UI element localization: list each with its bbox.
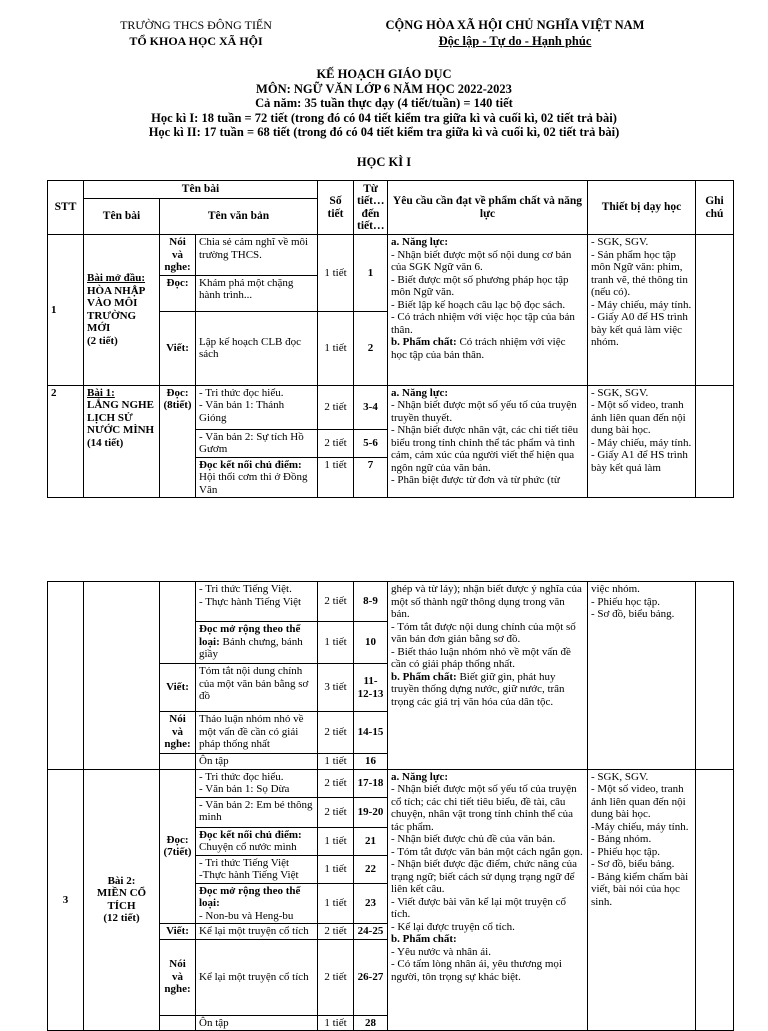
activity-kind-empty — [160, 1015, 196, 1031]
period-count: 2 tiết — [318, 769, 354, 797]
activity-kind-label: Đọc: — [166, 386, 189, 399]
note-cell — [696, 769, 734, 1031]
col-header-stt: STT — [48, 181, 84, 235]
table-row — [48, 769, 734, 797]
nation-motto: Độc lập - Tự do - Hạnh phúc — [438, 34, 592, 48]
title-line-2: MÔN: NGỮ VĂN LỚP 6 NĂM HỌC 2022-2023 — [256, 81, 512, 96]
document-header-right — [330, 17, 700, 49]
period-count: 2 tiết — [318, 797, 354, 827]
period-range: 17-18 — [354, 769, 388, 797]
req-item: - Có trách nhiệm với việc học tập của bản thân. — [391, 311, 575, 336]
table-row — [48, 385, 734, 429]
period-range: 2 — [354, 311, 388, 385]
title-line-3: Cả năm: 35 tuần thực dạy (4 tiết/tuần) = 140 tiết — [255, 96, 513, 110]
req-heading: a. Năng lực: — [391, 386, 449, 399]
col-header-tu-tiet: Từ tiết… đến tiết… — [354, 181, 388, 235]
text-title: Thảo luận nhóm nhỏ về một vấn đề cần có giải pháp thống nhất — [196, 712, 318, 754]
period-count: 1 tiết — [318, 457, 354, 498]
period-range: 5-6 — [354, 429, 388, 457]
lesson-name — [84, 235, 160, 386]
lesson-label: Bài 1: — [87, 386, 115, 399]
text-title-value: Bánh chưng, bánh giầy — [199, 635, 303, 660]
school-name: TRƯỜNG THCS ĐÔNG TIẾN — [120, 18, 272, 32]
req-quality-text: - Yêu nước và nhân ái. - Có tấm lòng nhân ái, yêu thương mọi người, tôn trọng sự khác biệt. — [391, 945, 562, 983]
req-quality-label: b. Phẩm chất: — [391, 670, 457, 683]
lesson-periods: (12 tiết) — [103, 912, 140, 925]
col-header-ten-van-ban: Tên văn bản — [160, 199, 318, 235]
title-line-4: Học kì I: 18 tuần = 72 tiết (trong đó có 04 tiết kiểm tra giữa kì và cuối kì, 02 tiết trả bài) — [151, 110, 617, 125]
lesson-name — [84, 769, 160, 1031]
req-quality-label: b. Phẩm chất: — [391, 336, 457, 348]
period-count: 2 tiết — [318, 712, 354, 754]
text-title: Kể lại một truyện cổ tích — [196, 924, 318, 940]
period-count: 1 tiết — [318, 827, 354, 855]
text-title-label: Đọc mở rộng theo thể loại: — [199, 884, 301, 909]
period-range: 26-27 — [354, 939, 388, 1015]
req-item: - Biết được một số phương pháp học tập môn Ngữ văn. — [391, 273, 569, 298]
period-range: 23 — [354, 883, 388, 924]
title-line-1: KẾ HOẠCH GIÁO DỤC — [316, 67, 452, 81]
lesson-periods: (2 tiết) — [87, 334, 118, 347]
activity-kind — [160, 385, 196, 498]
text-title: Tóm tắt nội dung chính của một văn bản bằng sơ đồ — [196, 664, 318, 712]
period-count: 2 tiết — [318, 429, 354, 457]
lesson-title: LẮNG NGHE LỊCH SỬ NƯỚC MÌNH — [87, 399, 155, 436]
activity-kind-empty — [160, 582, 196, 664]
period-range: 8-9 — [354, 582, 388, 622]
table-row — [48, 582, 734, 622]
text-title-label: Đọc kết nối chủ điểm: — [199, 828, 302, 841]
text-title: Ôn tập — [196, 754, 318, 770]
col-header-yeu-cau: Yêu cầu cần đạt về phẩm chất và năng lực — [388, 181, 588, 235]
equipment: - SGK, SGV. - Một số video, tranh ảnh liên quan đến nội dung bài học. -Máy chiếu, máy tính. - Bảng nhóm. - Phiếu học tập. - Sơ đồ, biểu bảng. - Bảng kiểm chấm bài viết, bài nói của học sinh. — [588, 769, 696, 1031]
text-title: - Tri thức Tiếng Việt -Thực hành Tiếng Việt — [196, 855, 318, 883]
col-header-ten-bai-group: Tên bài — [84, 181, 318, 199]
req-quality — [391, 671, 584, 709]
requirements — [388, 582, 588, 770]
activity-kind: Nói và nghe: — [160, 235, 196, 276]
activity-kind-empty — [160, 754, 196, 770]
text-title — [196, 827, 318, 855]
lesson-number: 3 — [48, 769, 84, 1031]
text-title-value: - Non-bu và Heng-bu — [199, 909, 294, 922]
period-count: 2 tiết — [318, 385, 354, 429]
note-cell — [696, 235, 734, 386]
period-range: 10 — [354, 622, 388, 664]
period-range: 28 — [354, 1015, 388, 1031]
period-count: 1 tiết — [318, 754, 354, 770]
text-title-label: Đọc mở rộng theo thể loại: — [199, 623, 301, 648]
plan-table-part-2 — [47, 581, 734, 1031]
text-title: Khám phá một chặng hành trình... — [196, 275, 318, 311]
activity-kind: Viết: — [160, 924, 196, 940]
period-count: 1 tiết — [318, 1015, 354, 1031]
equipment: - SGK, SGV. - Sản phẩm học tập môn Ngữ văn: phim, tranh vẽ, thẻ thông tin (nếu có). - Máy chiếu, máy tính. - Giấy A0 để HS trình bày kết quả làm việc nhóm. — [588, 235, 696, 386]
equipment: việc nhóm. - Phiếu học tập. - Sơ đồ, biểu bảng. — [588, 582, 696, 770]
title-line-5: Học kì II: 17 tuần = 68 tiết (trong đó có 04 tiết kiểm tra giữa kì và cuối kì, 02 tiết trả bài) — [148, 125, 620, 139]
text-title — [196, 883, 318, 924]
req-heading: a. Năng lực: — [391, 770, 449, 783]
equipment: - SGK, SGV. - Một số video, tranh ảnh liên quan đến nội dung bài học. - Máy chiếu, máy tính. - Giấy A1 để HS trình bày kết quả làm — [588, 385, 696, 498]
period-count: 1 tiết — [318, 235, 354, 312]
period-count: 1 tiết — [318, 883, 354, 924]
lesson-number: 2 — [48, 385, 84, 498]
col-header-ghi-chu: Ghi chú — [696, 181, 734, 235]
text-title: Ôn tập — [196, 1015, 318, 1031]
activity-kind-periods: (7tiết) — [163, 846, 192, 859]
req-items: - Nhận biết được một số yếu tố của truyện truyền thuyết. - Nhận biết được nhân vật, các chi tiết tiêu biểu trong tính chỉnh thể tác phẩm và tình cảm, cảm xúc của người viết thể hiện qua ngôn ngữ của văn bản. - Phân biệt được từ đơn và từ phức (từ — [391, 399, 579, 486]
activity-kind: Viết: — [160, 664, 196, 712]
req-quality-text: Biết giữ gìn, phát huy truyền thống dựng nước, giữ nước, trân trọng các giá trị văn hóa của dân tộc. — [391, 670, 565, 708]
req-quality — [391, 336, 584, 361]
text-title: - Văn bản 2: Em bé thông minh — [196, 797, 318, 827]
req-heading: a. Năng lực: — [391, 236, 449, 248]
lesson-number: 1 — [48, 235, 84, 386]
activity-kind-periods: (8tiết) — [163, 399, 192, 411]
period-range: 22 — [354, 855, 388, 883]
period-range: 11-12-13 — [354, 664, 388, 712]
activity-kind-label: Đọc: — [166, 833, 189, 846]
requirements — [388, 769, 588, 1031]
col-header-so-tiet: Số tiết — [318, 181, 354, 235]
text-title: - Tri thức Tiếng Việt. - Thực hành Tiếng Việt — [196, 582, 318, 622]
activity-kind — [160, 769, 196, 924]
req-item: - Nhận biết được một số nội dung cơ bản của SGK Ngữ văn 6. — [391, 248, 572, 273]
period-count: 1 tiết — [318, 622, 354, 664]
activity-kind: Viết: — [160, 311, 196, 385]
period-count: 2 tiết — [318, 582, 354, 622]
lesson-periods: (14 tiết) — [87, 436, 124, 449]
lesson-label: Bài mở đầu: — [87, 272, 146, 285]
text-title-value: Chuyện cổ nước mình — [199, 841, 297, 853]
text-title: - Văn bản 2: Sự tích Hồ Gươm — [196, 429, 318, 457]
lesson-title: MIỀN CỔ TÍCH — [96, 887, 147, 912]
col-header-ten-bai: Tên bài — [84, 199, 160, 235]
period-range: 3-4 — [354, 385, 388, 429]
text-title: Chia sẻ cảm nghĩ về môi trường THCS. — [196, 235, 318, 276]
lesson-title: HÒA NHẬP VÀO MÔI TRƯỜNG MỚI — [87, 284, 145, 335]
period-count: 2 tiết — [318, 939, 354, 1015]
period-count: 1 tiết — [318, 311, 354, 385]
text-title — [196, 622, 318, 664]
text-title: - Tri thức đọc hiểu. - Văn bản 1: Thánh Gióng — [196, 385, 318, 429]
text-title-label: Đọc kết nối chủ điểm: — [199, 458, 302, 471]
period-range: 1 — [354, 235, 388, 312]
period-range: 14-15 — [354, 712, 388, 754]
semester-heading: HỌC KÌ I — [356, 155, 412, 169]
lesson-number-empty — [48, 582, 84, 770]
text-title-value: Hội thổi cơm thi ở Đồng Vân — [199, 471, 308, 496]
table-row — [48, 235, 734, 276]
req-quality-text: Có trách nhiệm với việc học tập của bản thân. — [391, 336, 566, 361]
text-title: Kể lại một truyện cổ tích — [196, 939, 318, 1015]
period-count: 3 tiết — [318, 664, 354, 712]
col-header-thiet-bi: Thiết bị dạy học — [588, 181, 696, 235]
document-header-left — [96, 17, 296, 49]
lesson-label: Bài 2: — [107, 874, 136, 887]
period-range: 16 — [354, 754, 388, 770]
nation-title: CỘNG HÒA XÃ HỘI CHỦ NGHĨA VIỆT NAM — [385, 18, 645, 32]
req-item: - Biết lập kế hoạch câu lạc bộ đọc sách. — [391, 298, 566, 311]
lesson-name — [84, 385, 160, 498]
text-title: Lập kế hoạch CLB đọc sách — [196, 311, 318, 385]
note-cell — [696, 385, 734, 498]
req-items: - Nhận biết được một số yếu tố của truyện cổ tích; các chi tiết tiêu biểu, đề tài, câu chuyện, nhân vật trong tính chỉnh thể của tác phẩm. - Nhận biết được chủ đề của văn bản. - Tóm tắt được văn bản một cách ngắn gọn. - Nhận biết được đặc điểm, chức năng của trạng ngữ; biết cách sử dụng trạng ngữ để liên kết câu. - Viết được bài văn kể lại một truyện cổ tích. - Kể lại được truyện cổ tích. — [391, 783, 583, 933]
req-items: ghép và từ láy); nhận biết được ý nghĩa của một số thành ngữ thông dụng trong văn bản. - Tóm tắt được nội dung chính của một số văn bản đơn giản bằng sơ đồ. - Biết thảo luận nhóm nhỏ về một vấn đề cần có giải pháp thống nhất. — [391, 583, 582, 670]
requirements — [388, 385, 588, 498]
period-range: 24-25 — [354, 924, 388, 940]
activity-kind: Nói và nghe: — [160, 939, 196, 1015]
period-range: 19-20 — [354, 797, 388, 827]
period-range: 7 — [354, 457, 388, 498]
note-cell — [696, 582, 734, 770]
plan-title — [0, 67, 768, 140]
plan-table-part-1 — [47, 180, 734, 498]
text-title: - Tri thức đọc hiểu. - Văn bản 1: Sọ Dừa — [196, 769, 318, 797]
lesson-name-empty — [84, 582, 160, 770]
period-count: 2 tiết — [318, 924, 354, 940]
activity-kind: Đọc: — [160, 275, 196, 311]
requirements — [388, 235, 588, 386]
period-count: 1 tiết — [318, 855, 354, 883]
activity-kind: Nói và nghe: — [160, 712, 196, 754]
req-quality-label: b. Phẩm chất: — [391, 933, 457, 945]
department-name: TỔ KHOA HỌC XÃ HỘI — [129, 34, 263, 48]
period-range: 21 — [354, 827, 388, 855]
text-title — [196, 457, 318, 498]
